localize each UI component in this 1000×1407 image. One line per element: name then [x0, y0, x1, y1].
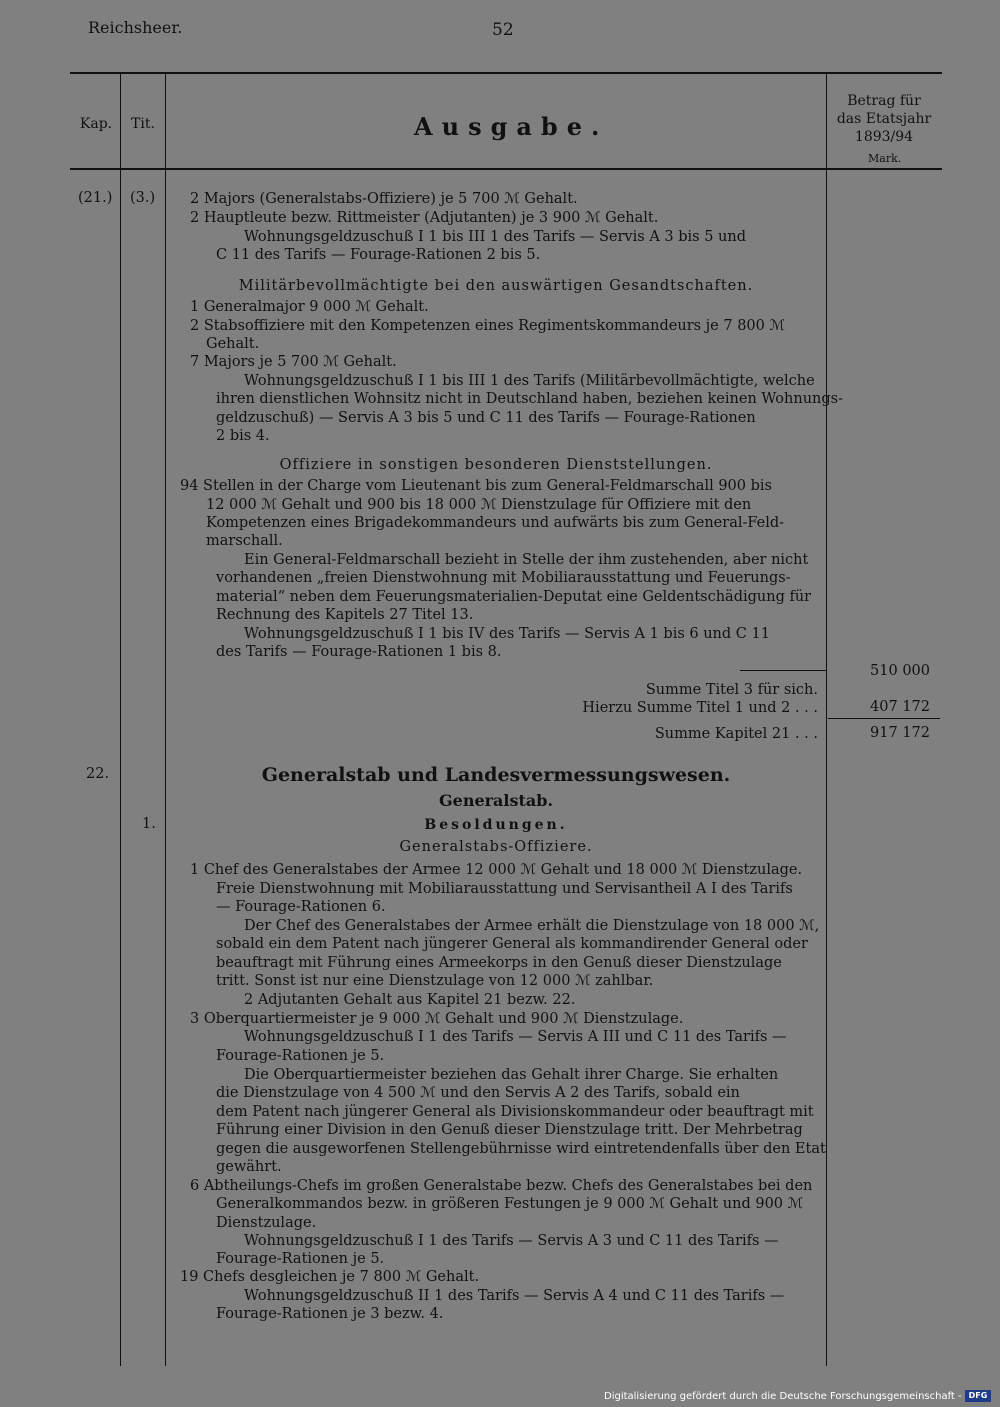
- titel-heading: Besoldungen.: [424, 817, 568, 833]
- header-rule: [70, 168, 942, 170]
- amount-hierzu: 407 172: [870, 699, 930, 715]
- text-line: 3 Oberquartiermeister je 9 000 ℳ Gehalt und 900 ℳ Dienstzulage.: [190, 1011, 684, 1027]
- text-line: Wohnungsgeldzuschuß II 1 des Tarifs — Servis A 4 und C 11 des Tarifs —: [244, 1288, 785, 1304]
- text-line: Der Chef des Generalstabes der Armee erhält die Dienstzulage von 18 000 ℳ,: [244, 918, 820, 934]
- page-number: 52: [492, 20, 514, 40]
- text-line: Führung einer Division in den Genuß dieser Dienstzulage tritt. Der Mehrbetrag: [216, 1122, 803, 1138]
- text-line: 1 Chef des Generalstabes der Armee 12 000 ℳ Gehalt und 18 000 ℳ Dienstzulage.: [190, 862, 803, 878]
- text-line: 2 Stabsoffiziere mit den Kompetenzen eines Regimentskommandeurs je 7 800 ℳ: [190, 318, 785, 334]
- kapitel-number: 22.: [86, 766, 110, 782]
- amount-titel-3: 510 000: [870, 663, 930, 679]
- text-line: des Tarifs — Fourage-Rationen 1 bis 8.: [216, 644, 502, 660]
- titel-number: 1.: [142, 816, 156, 832]
- running-title: Reichsheer.: [88, 18, 183, 37]
- text-line: 94 Stellen in der Charge vom Lieutenant bis zum General-Feldmarschall 900 bis: [180, 478, 772, 494]
- titel-number: (3.): [130, 190, 156, 206]
- text-line: Gehalt.: [206, 336, 260, 352]
- text-line: Dienstzulage.: [216, 1215, 317, 1231]
- text-line: material“ neben dem Feuerungsmaterialien-Deputat eine Geldentschädigung für: [216, 589, 812, 605]
- section-heading: Militärbevollmächtigte bei den auswärtigen Gesandtschaften.: [238, 278, 754, 294]
- kapitel-subtitle: Generalstab.: [438, 791, 554, 810]
- text-line: ihren dienstlichen Wohnsitz nicht in Deutschland haben, beziehen keinen Wohnungs-: [216, 391, 844, 407]
- betrag-line: das Etatsjahr: [836, 111, 932, 127]
- text-line: C 11 des Tarifs — Fourage-Rationen 2 bis 5.: [216, 247, 541, 263]
- amount-kapitel-21: 917 172: [870, 725, 930, 741]
- top-rule: [70, 72, 942, 74]
- text-line: Kompetenzen eines Brigadekommandeurs und aufwärts bis zum General-Feld-: [206, 515, 785, 531]
- column-header-kap: Kap.: [79, 116, 113, 132]
- column-divider-betrag: [826, 74, 827, 1366]
- text-line: geldzuschuß) — Servis A 3 bis 5 und C 11 des Tarifs — Fourage-Rationen: [216, 410, 756, 426]
- text-line: Fourage-Rationen je 3 bezw. 4.: [216, 1306, 444, 1322]
- section-heading: Generalstabs-Offiziere.: [399, 839, 593, 855]
- unit-label: Mark.: [868, 152, 902, 165]
- text-line: sobald ein dem Patent nach jüngerer General als kommandirender General oder: [216, 936, 808, 952]
- text-line: Wohnungsgeldzuschuß I 1 des Tarifs — Servis A 3 und C 11 des Tarifs —: [244, 1233, 779, 1249]
- text-line: Fourage-Rationen je 5.: [216, 1251, 385, 1267]
- sum-rule: [740, 670, 826, 671]
- text-line: dem Patent nach jüngerer General als Divisionskommandeur oder beauftragt mit: [216, 1104, 814, 1120]
- kapitel-number: (21.): [78, 190, 113, 206]
- text-line: 2 Majors (Generalstabs-Offiziere) je 5 700 ℳ Gehalt.: [190, 191, 578, 207]
- text-line: Freie Dienstwohnung mit Mobiliarausstattung und Servisantheil A I des Tarifs: [216, 881, 793, 897]
- text-line: 2 bis 4.: [216, 428, 270, 444]
- betrag-line: Betrag für: [847, 93, 921, 109]
- text-line: 6 Abtheilungs-Chefs im großen Generalstabe bezw. Chefs des Generalstabes bei den: [190, 1178, 813, 1194]
- betrag-line: 1893/94: [854, 129, 914, 145]
- kapitel-title: Generalstab und Landesvermessungswesen.: [261, 764, 731, 786]
- text-line: 1 Generalmajor 9 000 ℳ Gehalt.: [190, 299, 429, 315]
- text-line: Rechnung des Kapitels 27 Titel 13.: [216, 607, 474, 623]
- text-line: 7 Majors je 5 700 ℳ Gehalt.: [190, 354, 397, 370]
- text-line: Ein General-Feldmarschall bezieht in Stelle der ihm zustehenden, aber nicht: [244, 552, 809, 568]
- column-divider-tit: [165, 74, 166, 1366]
- sum-rule: [828, 718, 940, 719]
- text-line: 19 Chefs desgleichen je 7 800 ℳ Gehalt.: [180, 1269, 480, 1285]
- footer-credit: Digitalisierung gefördert durch die Deutsche Forschungsgemeinschaft -: [604, 1391, 962, 1402]
- sum-label: Summe Titel 3 für sich.: [645, 682, 818, 698]
- section-heading: Offiziere in sonstigen besonderen Dienststellungen.: [279, 457, 713, 473]
- text-line: marschall.: [206, 533, 283, 549]
- text-line: beauftragt mit Führung eines Armeekorps in den Genuß dieser Dienstzulage: [216, 955, 782, 971]
- text-line: Wohnungsgeldzuschuß I 1 bis III 1 des Tarifs — Servis A 3 bis 5 und: [244, 229, 746, 245]
- text-line: gegen die ausgeworfenen Stellengebührnisse wird eintretendenfalls über den Etat: [216, 1141, 826, 1157]
- column-divider-kap: [120, 74, 121, 1366]
- column-header-title: Ausgabe.: [414, 112, 609, 141]
- sum-label: Hierzu Summe Titel 1 und 2 . . .: [582, 700, 818, 716]
- text-line: Die Oberquartiermeister beziehen das Gehalt ihrer Charge. Sie erhalten: [244, 1067, 779, 1083]
- column-header-betrag: [828, 92, 940, 146]
- text-line: 12 000 ℳ Gehalt und 900 bis 18 000 ℳ Dienstzulage für Offiziere mit den: [206, 497, 752, 513]
- text-line: die Dienstzulage von 4 500 ℳ und den Servis A 2 des Tarifs, sobald ein: [216, 1085, 740, 1101]
- text-line: gewährt.: [216, 1159, 282, 1175]
- text-line: 2 Adjutanten Gehalt aus Kapitel 21 bezw. 22.: [244, 992, 576, 1008]
- text-line: Wohnungsgeldzuschuß I 1 bis III 1 des Tarifs (Militärbevollmächtigte, welche: [244, 373, 815, 389]
- text-line: vorhandenen „freien Dienstwohnung mit Mobiliarausstattung und Feuerungs-: [216, 570, 791, 586]
- text-line: Wohnungsgeldzuschuß I 1 bis IV des Tarifs — Servis A 1 bis 6 und C 11: [244, 626, 770, 642]
- text-line: Generalkommandos bezw. in größeren Festungen je 9 000 ℳ Gehalt und 900 ℳ: [216, 1196, 804, 1212]
- text-line: Fourage-Rationen je 5.: [216, 1048, 385, 1064]
- sum-label: Summe Kapitel 21 . . .: [654, 726, 818, 742]
- dfg-logo: DFG: [965, 1390, 991, 1402]
- text-line: 2 Hauptleute bezw. Rittmeister (Adjutanten) je 3 900 ℳ Gehalt.: [190, 210, 659, 226]
- text-line: — Fourage-Rationen 6.: [216, 899, 386, 915]
- column-header-tit: Tit.: [131, 116, 155, 132]
- text-line: tritt. Sonst ist nur eine Dienstzulage von 12 000 ℳ zahlbar.: [216, 973, 654, 989]
- text-line: Wohnungsgeldzuschuß I 1 des Tarifs — Servis A III und C 11 des Tarifs —: [244, 1029, 787, 1045]
